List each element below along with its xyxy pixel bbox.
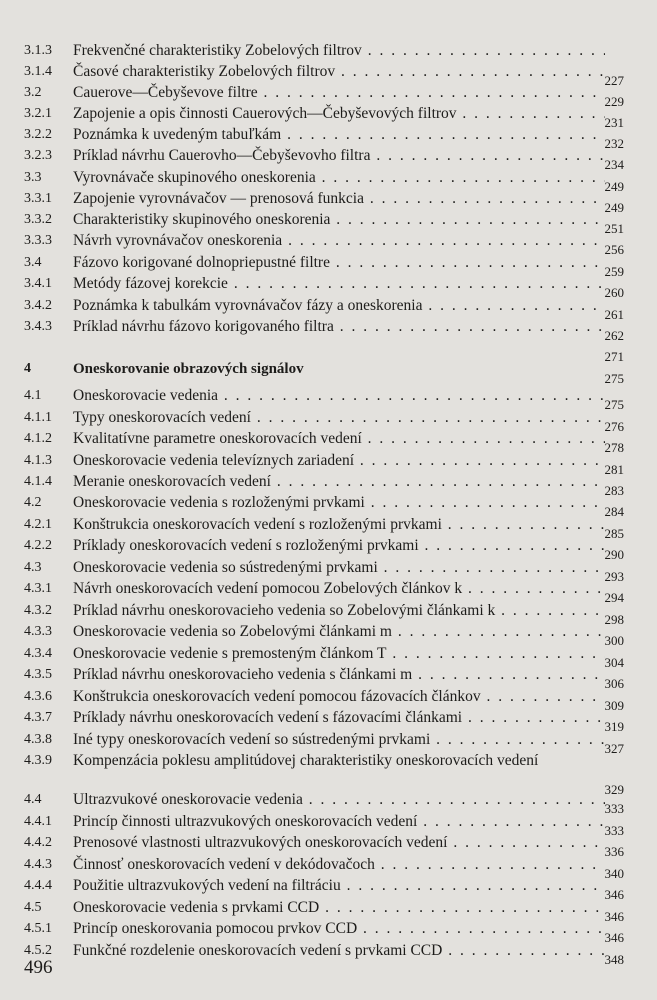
toc-section-title: Oneskorovacie vedenia so sústredenými prvkami . . . bbox=[73, 557, 605, 579]
toc-page-number: 262 bbox=[604, 328, 624, 343]
toc-section-title: Použitie ultrazvukových vedení na filtráciu . . . bbox=[73, 875, 605, 897]
toc-page-number: 329 bbox=[604, 782, 624, 797]
toc-chapter-entry bbox=[0, 358, 657, 386]
toc-entry bbox=[0, 664, 657, 691]
toc-page-number: 260 bbox=[604, 285, 624, 300]
toc-entry bbox=[0, 514, 657, 541]
toc-entry bbox=[0, 61, 657, 88]
toc-section-title: Príklady návrhu oneskorovacích vedení s fázovacími článkami . . . bbox=[73, 707, 605, 729]
toc-page-number: 259 bbox=[604, 264, 624, 279]
toc-section-number: 3.2.3 bbox=[24, 148, 52, 163]
toc-entry bbox=[0, 875, 657, 902]
toc-page-number: 278 bbox=[604, 440, 624, 455]
toc-section-title: Cauerove—Čebyševove filtre . . . bbox=[73, 82, 605, 104]
toc-section-title: Oneskorovanie obrazových signálov bbox=[73, 361, 304, 377]
toc-entry bbox=[0, 940, 657, 967]
toc-section-number: 4.4 bbox=[24, 792, 42, 807]
toc-entry bbox=[0, 252, 657, 279]
toc-section-number: 4.1.3 bbox=[24, 453, 52, 468]
toc-section-number: 4.3.1 bbox=[24, 581, 52, 596]
toc-entry bbox=[0, 230, 657, 257]
toc-section-number: 4.3.2 bbox=[24, 603, 52, 618]
toc-entry bbox=[0, 897, 657, 924]
toc-entry bbox=[0, 643, 657, 670]
toc-entry bbox=[0, 145, 657, 172]
toc-entry bbox=[0, 337, 657, 364]
toc-section-number: 4.2.2 bbox=[24, 538, 52, 553]
toc-section-number: 4.5.2 bbox=[24, 943, 52, 958]
toc-section-number: 4.1.4 bbox=[24, 474, 52, 489]
toc-entry bbox=[0, 209, 657, 236]
toc-entry bbox=[0, 385, 657, 412]
toc-section-number: 3.1.3 bbox=[24, 43, 52, 58]
toc-section-title: Oneskorovacie vedenia . . . bbox=[73, 385, 605, 407]
page-number: 496 bbox=[24, 957, 53, 978]
toc-entry bbox=[0, 621, 657, 648]
toc-page-number: 319 bbox=[604, 719, 624, 734]
toc-section-title: Časové charakteristiky Zobelových filtrov . . . bbox=[73, 61, 605, 83]
toc-page-number: 336 bbox=[604, 844, 624, 859]
toc-section-title: Metódy fázovej korekcie . . . bbox=[73, 273, 605, 295]
toc-section-title: Konštrukcia oneskorovacích vedení s rozloženými prvkami . . . bbox=[73, 514, 605, 536]
toc-page-number: 284 bbox=[604, 504, 624, 519]
toc-entry bbox=[0, 188, 657, 215]
toc-entry bbox=[0, 82, 657, 109]
toc-section-title: Zapojenie a opis činnosti Cauerových—Čebyševových filtrov . . . bbox=[73, 103, 605, 125]
toc-section-number: 4 bbox=[24, 361, 31, 376]
toc-entry bbox=[0, 167, 657, 194]
toc-entry bbox=[0, 103, 657, 130]
toc-section-title: Návrh vyrovnávačov oneskorenia . . . bbox=[73, 230, 605, 252]
toc-section-title: Poznámka k uvedeným tabuľkám . . . bbox=[73, 124, 605, 146]
toc-section-number: 3.3.2 bbox=[24, 212, 52, 227]
toc-section-number: 3.3 bbox=[24, 170, 42, 185]
toc-section-number: 3.2.2 bbox=[24, 127, 52, 142]
toc-page-number: 234 bbox=[604, 157, 624, 172]
toc-entry bbox=[0, 273, 657, 300]
toc-section-title: Konštrukcia oneskorovacích vedení pomocou fázovacích článkov . . . bbox=[73, 686, 605, 708]
toc-section-title: Poznámka k tabulkám vyrovnávačov fázy a oneskorenia . . . bbox=[73, 295, 605, 317]
toc-page-number: 340 bbox=[604, 866, 624, 881]
toc-section-number: 4.3.6 bbox=[24, 689, 52, 704]
toc-entry bbox=[0, 811, 657, 838]
toc-page-number: 275 bbox=[604, 371, 624, 386]
toc-page-number: 275 bbox=[604, 397, 624, 412]
toc-section-number: 4.3.5 bbox=[24, 667, 52, 682]
toc-entry bbox=[0, 557, 657, 584]
toc-section-number: 3.4.2 bbox=[24, 298, 52, 313]
toc-entry bbox=[0, 854, 657, 881]
toc-entry bbox=[0, 918, 657, 945]
toc-section-number: 4.3.9 bbox=[24, 753, 52, 768]
toc-section-number: 4.3 bbox=[24, 560, 42, 575]
toc-page-number: 261 bbox=[604, 307, 624, 322]
toc-page-number: 256 bbox=[604, 242, 624, 257]
toc-section-title: Príklady oneskorovacích vedení s rozloženými prvkami . . . bbox=[73, 535, 605, 557]
toc-page-number: 309 bbox=[604, 698, 624, 713]
toc-section-number: 3.2 bbox=[24, 85, 42, 100]
toc-section-title: Oneskorovacie vedenia s rozloženými prvkami . . . bbox=[73, 492, 605, 514]
toc-entry bbox=[0, 428, 657, 455]
toc-section-title: Príklad návrhu fázovo korigovaného filtra . . . bbox=[73, 316, 605, 338]
toc-page-number: 333 bbox=[604, 801, 624, 816]
toc-section-number: 4.5.1 bbox=[24, 921, 52, 936]
toc-section-number: 3.3.1 bbox=[24, 191, 52, 206]
toc-section-title: Meranie oneskorovacích vedení . . . bbox=[73, 471, 605, 493]
toc-section-number: 3.2.1 bbox=[24, 106, 52, 121]
toc-page-number: 306 bbox=[604, 676, 624, 691]
toc-entry bbox=[0, 789, 657, 816]
toc-section-number: 4.3.3 bbox=[24, 624, 52, 639]
toc-entry bbox=[0, 450, 657, 477]
toc-page-number: 283 bbox=[604, 483, 624, 498]
toc-page-number: 229 bbox=[604, 94, 624, 109]
toc-entry bbox=[0, 295, 657, 322]
toc-section-title: Kompenzácia poklesu amplitúdovej charakteristiky oneskorovacích vedení bbox=[73, 752, 539, 769]
toc-section-number: 4.5 bbox=[24, 900, 42, 915]
toc-section-title: Oneskorovacie vedenia televíznych zariadení . . . bbox=[73, 450, 605, 472]
toc-section-title: Princíp oneskorovania pomocou prvkov CCD . . . bbox=[73, 918, 605, 940]
toc-page-number: 294 bbox=[604, 590, 624, 605]
toc-section-title: Prenosové vlastnosti ultrazvukových oneskorovacích vedení . . . bbox=[73, 832, 605, 854]
toc-section-title: Typy oneskorovacích vedení . . . bbox=[73, 407, 605, 429]
toc-page-number: 249 bbox=[604, 179, 624, 194]
toc-page-number: 346 bbox=[604, 887, 624, 902]
toc-section-title: Charakteristiky skupinového oneskorenia . . . bbox=[73, 209, 605, 231]
toc-section-number: 4.2 bbox=[24, 495, 42, 510]
toc-page-number: 285 bbox=[604, 526, 624, 541]
toc-section-title: Príklad návrhu oneskorovacieho vedenia s článkami m . . . bbox=[73, 664, 605, 686]
toc-section-number: 4.3.4 bbox=[24, 646, 52, 661]
toc-entry bbox=[0, 492, 657, 519]
toc-section-number: 3.4.1 bbox=[24, 276, 52, 291]
toc-section-number: 3.4 bbox=[24, 255, 42, 270]
toc-section-number: 4.1.2 bbox=[24, 431, 52, 446]
toc-section-title: Návrh oneskorovacích vedení pomocou Zobelových článkov k . . . bbox=[73, 578, 605, 600]
toc-section-number: 3.3.3 bbox=[24, 233, 52, 248]
toc-page-number: 232 bbox=[604, 136, 624, 151]
toc-page-number: 227 bbox=[604, 73, 624, 88]
toc-page-number: 281 bbox=[604, 462, 624, 477]
toc-entry bbox=[0, 40, 657, 62]
toc-section-title: Oneskorovacie vedenie s premosteným článkom T . . . bbox=[73, 643, 605, 665]
toc-section-title: Funkčné rozdelenie oneskorovacích vedení s prvkami CCD . . . bbox=[73, 940, 605, 962]
toc-page-number: 271 bbox=[604, 349, 624, 364]
toc-entry bbox=[0, 600, 657, 627]
toc-section-number: 4.4.4 bbox=[24, 878, 52, 893]
toc-section-title: Príklad návrhu oneskorovacieho vedenia so Zobelovými článkami k . . . bbox=[73, 600, 605, 622]
toc-page-number: 327 bbox=[604, 741, 624, 756]
toc-entry bbox=[0, 707, 657, 734]
toc-section-number: 4.4.1 bbox=[24, 814, 52, 829]
toc-page-number: 346 bbox=[604, 930, 624, 945]
toc-section-number: 4.1.1 bbox=[24, 410, 52, 425]
toc-section-title: Oneskorovacie vedenia so Zobelovými článkami m . . . bbox=[73, 621, 605, 643]
toc-section-number: 4.2.1 bbox=[24, 517, 52, 532]
toc-section-number: 3.1.4 bbox=[24, 64, 52, 79]
toc-entry bbox=[0, 471, 657, 498]
toc-section-number: 4.1 bbox=[24, 388, 42, 403]
toc-page-number: 304 bbox=[604, 655, 624, 670]
toc-page-number: 346 bbox=[604, 909, 624, 924]
toc-entry bbox=[0, 832, 657, 859]
toc-page-number: 348 bbox=[604, 952, 624, 967]
toc-section-title: Ultrazvukové oneskorovacie vedenia . . . bbox=[73, 789, 605, 811]
toc-entry bbox=[0, 124, 657, 151]
toc-page-number: 249 bbox=[604, 200, 624, 215]
toc-section-title: Frekvenčné charakteristiky Zobelových filtrov . . . bbox=[73, 40, 605, 62]
toc-section-title: Zapojenie vyrovnávačov — prenosová funkcia . . . bbox=[73, 188, 605, 210]
toc-page-number: 290 bbox=[604, 547, 624, 562]
toc-section-number: 4.4.3 bbox=[24, 857, 52, 872]
toc-page-number: 293 bbox=[604, 569, 624, 584]
toc-section-title: Príklad návrhu Cauerovho—Čebyševovho filtra . . . bbox=[73, 145, 605, 167]
toc-entry bbox=[0, 729, 657, 756]
toc-page-number: 333 bbox=[604, 823, 624, 838]
toc-entry bbox=[0, 750, 657, 797]
toc-page-number: 251 bbox=[604, 221, 624, 236]
toc-section-title: Princíp činnosti ultrazvukových oneskorovacích vedení . . . bbox=[73, 811, 605, 833]
toc-section-number: 3.4.3 bbox=[24, 319, 52, 334]
toc-section-title: Kvalitatívne parametre oneskorovacích vedení . . . bbox=[73, 428, 605, 450]
toc-section-title: Oneskorovacie vedenia s prvkami CCD . . . bbox=[73, 897, 605, 919]
toc-entry bbox=[0, 407, 657, 434]
toc-section-title: Vyrovnávače skupinového oneskorenia . . . bbox=[73, 167, 605, 189]
toc-page-number: 276 bbox=[604, 419, 624, 434]
toc-section-number: 4.4.2 bbox=[24, 835, 52, 850]
toc-section-number: 4.3.8 bbox=[24, 732, 52, 747]
toc-section-number: 4.3.7 bbox=[24, 710, 52, 725]
toc-page-number: 298 bbox=[604, 612, 624, 627]
toc-entry bbox=[0, 578, 657, 605]
toc-page-number: 300 bbox=[604, 633, 624, 648]
toc-entry bbox=[0, 686, 657, 713]
toc-entry bbox=[0, 316, 657, 343]
toc-section-title: Fázovo korigované dolnopriepustné filtre . . . bbox=[73, 252, 605, 274]
toc-entry bbox=[0, 535, 657, 562]
toc-section-title: Iné typy oneskorovacích vedení so sústredenými prvkami . . . bbox=[73, 729, 605, 751]
toc-page-number: 231 bbox=[604, 115, 624, 130]
toc-section-title: Činnosť oneskorovacích vedení v dekódovačoch . . . bbox=[73, 854, 605, 876]
